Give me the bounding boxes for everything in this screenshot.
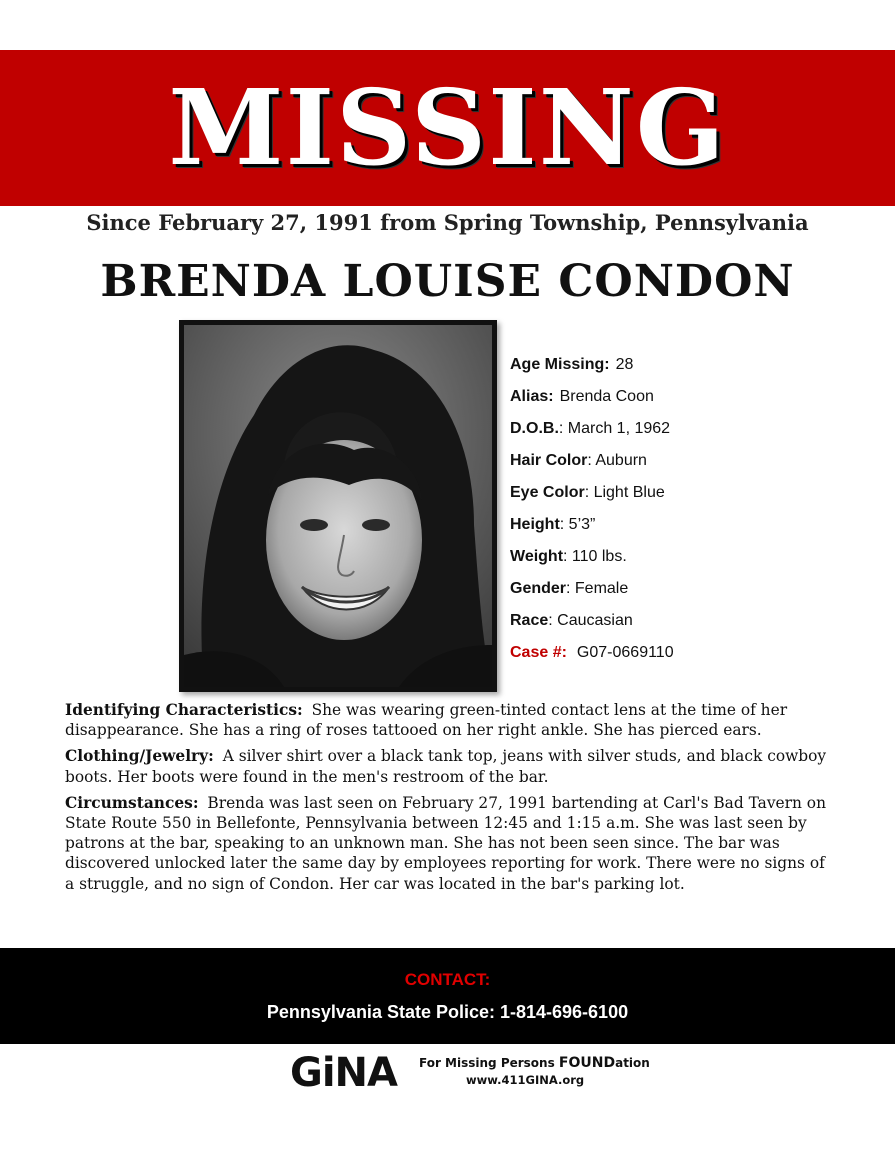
fact-label: Gender <box>510 580 567 597</box>
fact-value: G07-0669110 <box>576 644 674 661</box>
banner-title: MISSING <box>168 66 727 189</box>
fact-value: : 5’3” <box>559 516 596 533</box>
missing-banner <box>0 50 895 206</box>
para-label: Clothing/Jewelry: <box>65 747 214 766</box>
fact-value: : 110 lbs. <box>563 548 627 565</box>
fact-label: D.O.B. <box>510 420 559 437</box>
fact-value: : Light Blue <box>584 484 665 501</box>
fact-value: : Auburn <box>587 452 647 469</box>
fact-weight <box>510 544 880 576</box>
fact-label: Race <box>510 612 549 629</box>
fact-alias <box>510 384 880 416</box>
facts-list <box>510 352 880 672</box>
para-label: Circumstances: <box>65 793 199 812</box>
gina-logo: GiNA <box>290 1050 397 1096</box>
clothing-jewelry <box>65 746 833 786</box>
para-text: Brenda was last seen on February 27, 1991 bartending at Carl's Bad Tavern on State Route 550 in Bellefonte, Pennsylvania between 12:45 and 1:15 a.m. She was last seen by patrons at the bar, speaking to an unknown man. She has not been seen since. The bar was discovered unlocked later the same day by employees reporting for work. There were no signs of a struggle, and no sign of Condon. Her car was located in the bar's parking lot. <box>65 793 826 893</box>
fact-race <box>510 608 880 640</box>
org-prefix: For Missing Persons <box>419 1056 559 1070</box>
fact-label: Weight <box>510 548 564 565</box>
person-name: BRENDA LOUISE CONDON <box>100 256 795 307</box>
fact-value: : March 1, 1962 <box>558 420 671 437</box>
fact-label: Eye Color <box>510 484 585 501</box>
fact-case-number <box>510 640 880 672</box>
fact-height <box>510 512 880 544</box>
org-caps: FOUND <box>558 1055 616 1071</box>
fact-gender <box>510 576 880 608</box>
fact-eye-color <box>510 480 880 512</box>
fact-label: Hair Color <box>510 452 588 469</box>
contact-phone: Pennsylvania State Police: 1-814-696-6100 <box>266 1002 629 1022</box>
person-photo <box>179 320 497 692</box>
photo-image <box>184 325 492 687</box>
identifying-characteristics <box>65 700 833 740</box>
para-text: She was wearing green-tinted contact lens at the time of her disappearance. She has a ring of roses tattooed on her right ankle. She has pierced ears. <box>65 701 788 740</box>
fact-label: Alias: <box>510 388 554 405</box>
fact-value: 28 <box>615 356 634 373</box>
fact-dob <box>510 416 880 448</box>
fact-label: Height <box>510 516 560 533</box>
fact-value: : Caucasian <box>548 612 633 629</box>
fact-hair-color <box>510 448 880 480</box>
circumstances <box>65 793 833 894</box>
para-label: Identifying Characteristics: <box>65 701 303 719</box>
contact-bar <box>0 948 895 1044</box>
org-suffix: ation <box>615 1056 650 1070</box>
fact-value: Brenda Coon <box>559 388 654 405</box>
since-line: Since February 27, 1991 from Spring Township, Pennsylvania <box>86 210 809 235</box>
description <box>65 700 833 900</box>
fact-value: : Female <box>566 580 629 597</box>
fact-label: Case #: <box>510 644 567 661</box>
fact-age-missing <box>510 352 880 384</box>
contact-label: CONTACT: <box>404 970 491 989</box>
org-url[interactable]: www.411GINA.org <box>466 1073 585 1087</box>
org-name <box>419 1055 650 1071</box>
fact-label: Age Missing: <box>510 356 610 373</box>
footer <box>290 1050 650 1100</box>
para-text: A silver shirt over a black tank top, jeans with silver studs, and black cowboy boots. Her boots were found in the men's restroom of the bar. <box>65 747 827 786</box>
